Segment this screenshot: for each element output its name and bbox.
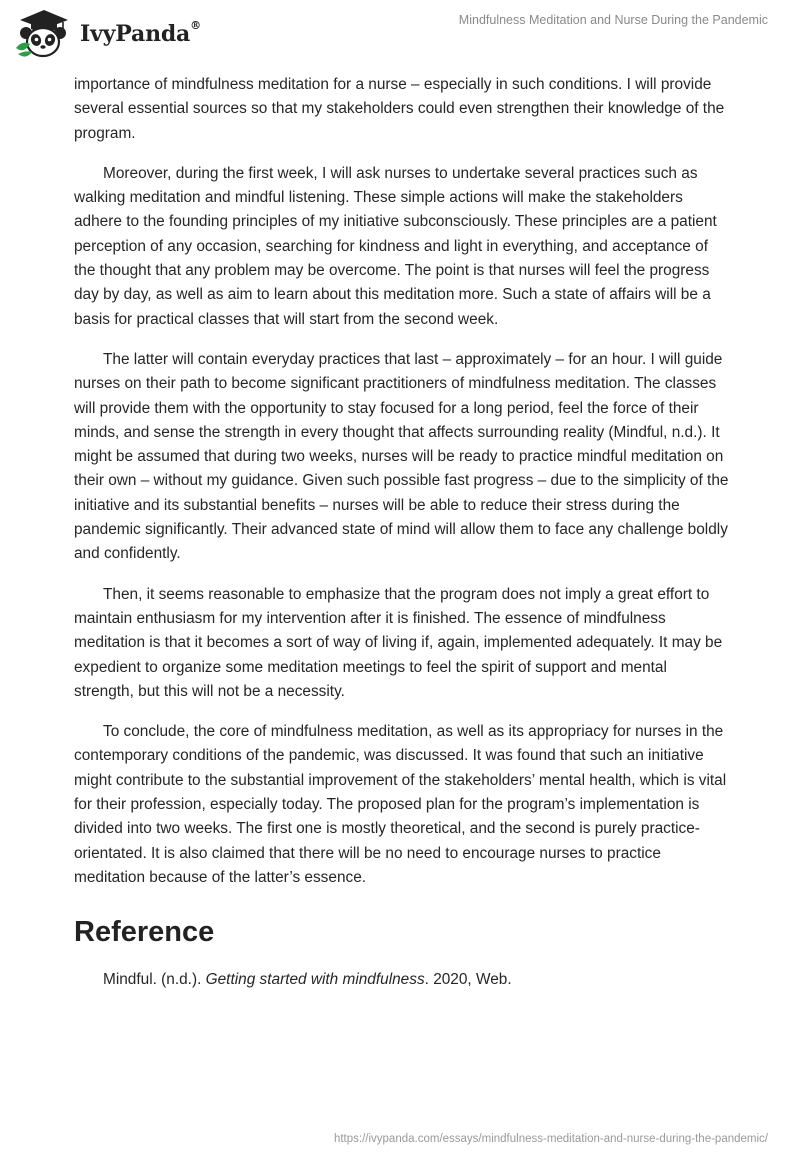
page-header <box>0 0 800 64</box>
reference-details: . 2020, Web. <box>424 971 512 989</box>
panda-graduate-icon <box>14 8 70 58</box>
registered-mark: ® <box>190 18 201 32</box>
essay-body <box>74 73 730 1009</box>
reference-heading: Reference <box>74 916 215 949</box>
reference-author: Mindful. (n.d.). <box>103 971 206 989</box>
paragraph-3: The latter will contain everyday practices that last – approximately – for an hour. I will guide nurses on their path to become significant practitioners of mindfulness meditation. The classes will provide them with the opportunity to stay focused for a long period, feel the force of their minds, and sense the strength in every thought that affects surrounding reality (Mindful, n.d.). It might be assumed that during two weeks, nurses will be ready to practice mindful meditation on their own – without my guidance. Given such possible fast progress – due to the simplicity of the initiative and its substantial benefits – nurses will be able to reduce their stress during the pandemic significantly. Their advanced state of mind will allow them to face any challenge boldly and confidently. <box>74 350 729 563</box>
reference-title: Getting started with mindfulness <box>205 971 425 989</box>
paragraph-5: To conclude, the core of mindfulness meditation, as well as its appropriacy for nurses in the contemporary conditions of the pandemic, was discussed. It was found that such an initiative might contribute to the substantial improvement of the stakeholders’ mental health, which is vital for their profession, especially today. The proposed plan for the program’s implementation is divided into two weeks. The first one is mostly theoretical, and the second is purely practice-orientated. It is also claimed that there will be no need to encourage nurses to practice meditation because of the latter’s essence. <box>74 723 727 886</box>
source-url-link[interactable]: https://ivypanda.com/essays/mindfulness-meditation-and-nurse-during-the-pandemic/ <box>333 1133 768 1145</box>
ivypanda-logo[interactable] <box>14 8 214 58</box>
paragraph-2: Moreover, during the first week, I will ask nurses to undertake several practices such as walking meditation and mindful listening. These simple actions will make the stakeholders adhere to the founding principles of my initiative subconsciously. These principles are a patient perception of any occasion, searching for kindness and light in everything, and acceptance of the thought that any problem may be overcome. The point is that nurses will feel the progress day by day, as well as aim to learn about this meditation more. Such a state of affairs will be a basis for practical classes that will start from the second week. <box>74 164 717 328</box>
brand-name: IvyPanda® <box>80 18 201 47</box>
reference-entry <box>74 968 730 992</box>
paragraph-1: importance of mindfulness meditation for a nurse – especially in such conditions. I will provide several essential sources so that my stakeholders could even strengthen their knowledge of the program. <box>74 76 725 142</box>
paragraph-4: Then, it seems reasonable to emphasize that the program does not imply a great effort to maintain enthusiasm for my intervention after it is finished. The essence of mindfulness meditation is that it becomes a sort of way of living if, again, implemented adequately. It may be expedient to organize some meditation meetings to feel the spirit of support and mental strength, but this will not be a necessity. <box>74 585 723 700</box>
document-title: Mindfulness Meditation and Nurse During the Pandemic <box>458 13 768 27</box>
